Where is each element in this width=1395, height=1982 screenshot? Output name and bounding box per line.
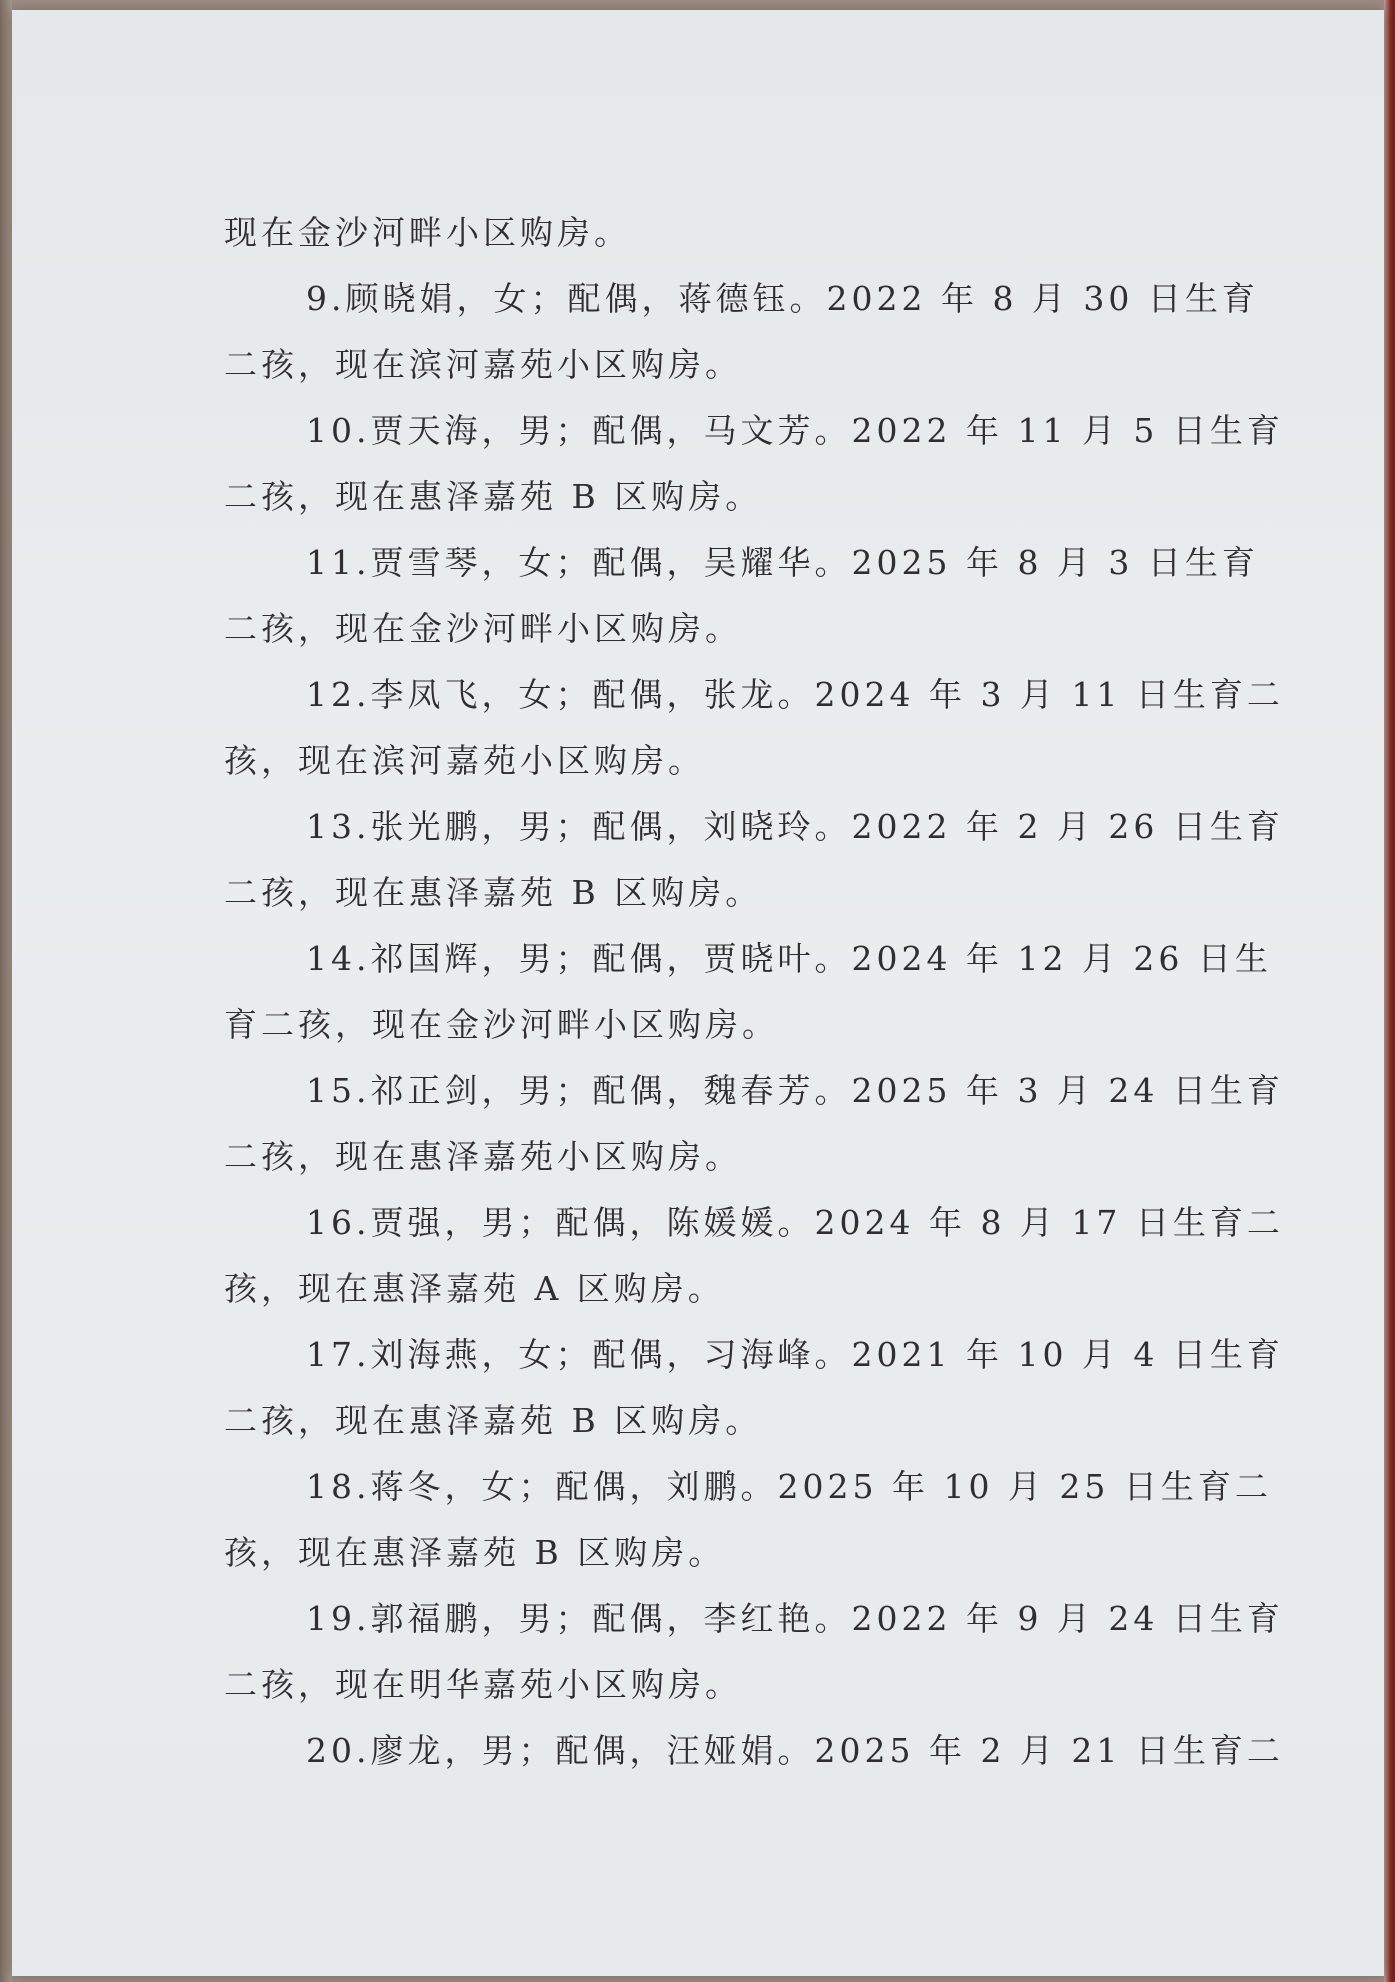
entry-continuation-line: 现在金沙河畔小区购房。: [224, 213, 631, 252]
entry-continuation-line: 育二孩，现在金沙河畔小区购房。: [224, 1005, 779, 1044]
entry-first-line: 20.廖龙，男；配偶，汪娅娟。2025 年 2 月 21 日生育二: [306, 1731, 1284, 1770]
entry-continuation-line: 孩，现在滨河嘉苑小区购房。: [224, 741, 705, 780]
entry-first-line: 18.蒋冬，女；配偶，刘鹏。2025 年 10 月 25 日生育二: [306, 1467, 1272, 1506]
entry-first-line: 13.张光鹏，男；配偶，刘晓玲。2022 年 2 月 26 日生育: [306, 807, 1284, 846]
entry-continuation-line: 二孩，现在惠泽嘉苑 B 区购房。: [224, 1401, 763, 1440]
entry-first-line: 14.祁国辉，男；配偶，贾晓叶。2024 年 12 月 26 日生: [306, 939, 1272, 978]
document-body: [224, 200, 1284, 1784]
entry-first-line: 10.贾天海，男；配偶，马文芳。2022 年 11 月 5 日生育: [306, 411, 1284, 450]
entry-continuation-line: 二孩，现在惠泽嘉苑小区购房。: [224, 1137, 742, 1176]
entry-continuation-line: 二孩，现在金沙河畔小区购房。: [224, 609, 742, 648]
paper-sheet: [12, 10, 1384, 1976]
entry-continuation-line: 二孩，现在惠泽嘉苑 B 区购房。: [224, 477, 763, 516]
entry-first-line: 12.李凤飞，女；配偶，张龙。2024 年 3 月 11 日生育二: [306, 675, 1284, 714]
entry-first-line: 17.刘海燕，女；配偶，习海峰。2021 年 10 月 4 日生育: [306, 1335, 1284, 1374]
entry-first-line: 16.贾强，男；配偶，陈媛媛。2024 年 8 月 17 日生育二: [306, 1203, 1284, 1242]
background-edge-right: [1384, 0, 1395, 1982]
entry-continuation-line: 二孩，现在惠泽嘉苑 B 区购房。: [224, 873, 763, 912]
entry-continuation-line: 孩，现在惠泽嘉苑 A 区购房。: [224, 1269, 725, 1308]
entry-continuation-line: 孩，现在惠泽嘉苑 B 区购房。: [224, 1533, 726, 1572]
entry-continuation-line: 二孩，现在明华嘉苑小区购房。: [224, 1665, 742, 1704]
entry-first-line: 15.祁正剑，男；配偶，魏春芳。2025 年 3 月 24 日生育: [306, 1071, 1284, 1110]
background-edge-left: [0, 0, 12, 1982]
entry-first-line: 11.贾雪琴，女；配偶，吴耀华。2025 年 8 月 3 日生育: [306, 543, 1259, 582]
entry-first-line: 9.顾晓娟，女；配偶，蒋德钰。2022 年 8 月 30 日生育: [306, 279, 1259, 318]
entry-first-line: 19.郭福鹏，男；配偶，李红艳。2022 年 9 月 24 日生育: [306, 1599, 1284, 1638]
entry-continuation-line: 二孩，现在滨河嘉苑小区购房。: [224, 345, 742, 384]
